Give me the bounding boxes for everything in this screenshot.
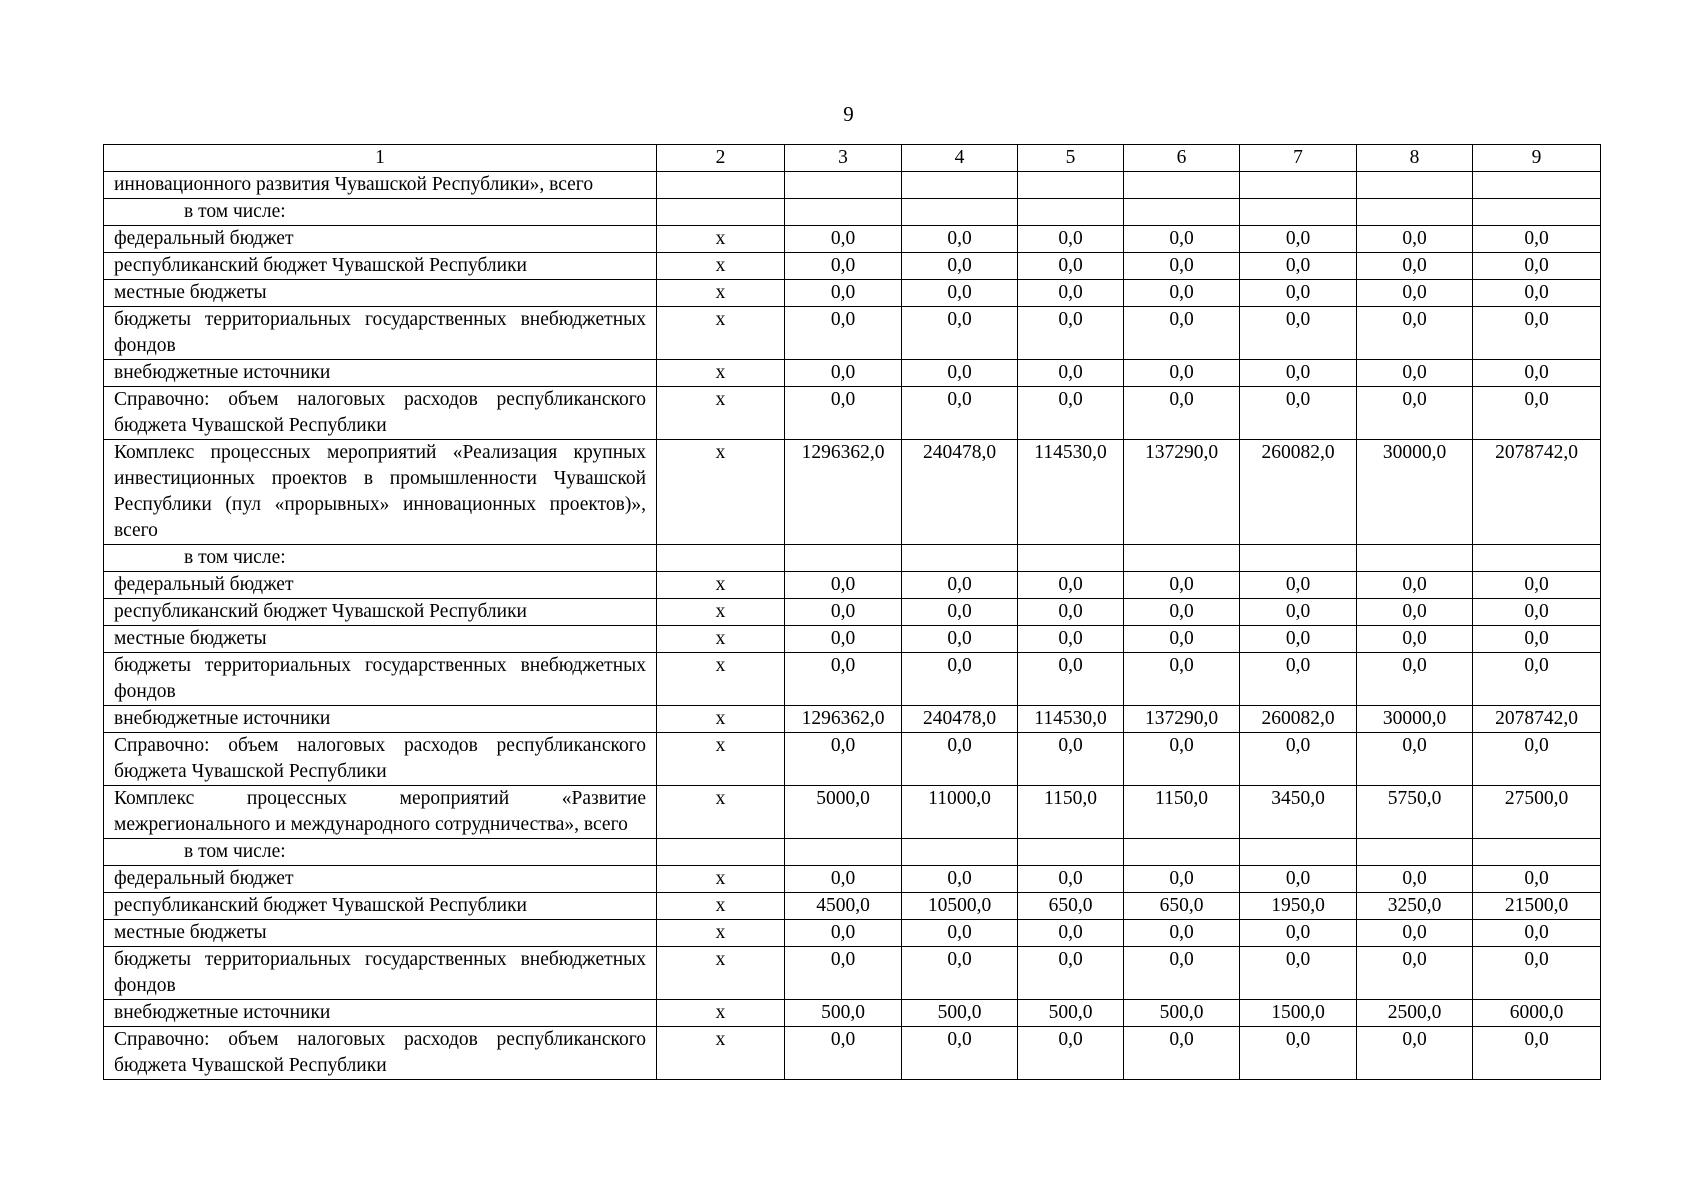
value-cell: 5750,0: [1357, 786, 1473, 839]
value-cell: [785, 199, 902, 226]
value-cell: 1296362,0: [785, 706, 902, 733]
value-cell: 0,0: [1124, 253, 1240, 280]
column-header: 9: [1473, 145, 1601, 172]
value-cell: 0,0: [785, 307, 902, 360]
row-code: х: [657, 440, 785, 545]
value-cell: [1357, 545, 1473, 572]
column-header: 7: [1240, 145, 1357, 172]
value-cell: [785, 545, 902, 572]
value-cell: [902, 839, 1018, 866]
value-cell: 1296362,0: [785, 440, 902, 545]
value-cell: 0,0: [785, 253, 902, 280]
row-label: республиканский бюджет Чувашской Республики: [104, 893, 657, 920]
value-cell: [1473, 172, 1601, 199]
value-cell: 0,0: [1240, 572, 1357, 599]
value-cell: 0,0: [1240, 653, 1357, 706]
value-cell: 0,0: [1357, 1027, 1473, 1080]
value-cell: 500,0: [902, 1000, 1018, 1027]
value-cell: 0,0: [902, 1027, 1018, 1080]
table-row: [104, 545, 1601, 572]
row-label: местные бюджеты: [104, 280, 657, 307]
value-cell: [1018, 839, 1124, 866]
value-cell: 0,0: [902, 387, 1018, 440]
value-cell: 137290,0: [1124, 706, 1240, 733]
row-code: х: [657, 572, 785, 599]
value-cell: 0,0: [1357, 599, 1473, 626]
value-cell: 260082,0: [1240, 706, 1357, 733]
value-cell: 3450,0: [1240, 786, 1357, 839]
row-code: х: [657, 387, 785, 440]
header-row: [104, 145, 1601, 172]
value-cell: 0,0: [785, 653, 902, 706]
value-cell: 1150,0: [1124, 786, 1240, 839]
table-row: [104, 1027, 1601, 1080]
row-label: республиканский бюджет Чувашской Республики: [104, 253, 657, 280]
row-code: х: [657, 947, 785, 1000]
value-cell: 0,0: [1240, 226, 1357, 253]
value-cell: 0,0: [1018, 599, 1124, 626]
row-code: х: [657, 626, 785, 653]
table-row: [104, 226, 1601, 253]
value-cell: 0,0: [1124, 733, 1240, 786]
value-cell: 1950,0: [1240, 893, 1357, 920]
value-cell: 0,0: [1124, 226, 1240, 253]
value-cell: 0,0: [902, 307, 1018, 360]
value-cell: 0,0: [902, 653, 1018, 706]
value-cell: [902, 199, 1018, 226]
row-subheading: в том числе:: [104, 839, 657, 866]
value-cell: 0,0: [1018, 653, 1124, 706]
value-cell: [785, 839, 902, 866]
value-cell: 0,0: [902, 920, 1018, 947]
value-cell: 0,0: [785, 1027, 902, 1080]
value-cell: [1124, 199, 1240, 226]
value-cell: 0,0: [1240, 947, 1357, 1000]
row-code: х: [657, 253, 785, 280]
value-cell: 0,0: [1357, 626, 1473, 653]
value-cell: 6000,0: [1473, 1000, 1601, 1027]
value-cell: 2078742,0: [1473, 440, 1601, 545]
row-code: х: [657, 786, 785, 839]
table-header: [104, 145, 1601, 172]
value-cell: 0,0: [1124, 866, 1240, 893]
row-label: федеральный бюджет: [104, 866, 657, 893]
value-cell: 0,0: [1473, 920, 1601, 947]
value-cell: 0,0: [1240, 307, 1357, 360]
row-label: Справочно: объем налоговых расходов республиканского бюджета Чувашской Республики: [104, 1027, 657, 1080]
value-cell: 0,0: [785, 280, 902, 307]
row-label: местные бюджеты: [104, 920, 657, 947]
value-cell: 114530,0: [1018, 706, 1124, 733]
value-cell: 0,0: [1357, 253, 1473, 280]
row-code: х: [657, 653, 785, 706]
value-cell: 0,0: [902, 733, 1018, 786]
value-cell: 0,0: [1357, 387, 1473, 440]
table-row: [104, 1000, 1601, 1027]
row-label: Комплекс процессных мероприятий «Развитие межрегионального и международного сотрудничества», всего: [104, 786, 657, 839]
table-row: [104, 280, 1601, 307]
value-cell: 500,0: [785, 1000, 902, 1027]
table-row: [104, 733, 1601, 786]
table-row: [104, 307, 1601, 360]
value-cell: 5000,0: [785, 786, 902, 839]
row-code: [657, 199, 785, 226]
value-cell: 0,0: [1357, 226, 1473, 253]
value-cell: 260082,0: [1240, 440, 1357, 545]
value-cell: 0,0: [1018, 307, 1124, 360]
row-label: инновационного развития Чувашской Республики», всего: [104, 172, 657, 199]
column-header: 1: [104, 145, 657, 172]
value-cell: 0,0: [1473, 626, 1601, 653]
column-header: 5: [1018, 145, 1124, 172]
value-cell: [1124, 172, 1240, 199]
value-cell: 0,0: [1124, 360, 1240, 387]
value-cell: 0,0: [1357, 307, 1473, 360]
value-cell: [1240, 545, 1357, 572]
table-row: [104, 599, 1601, 626]
row-code: х: [657, 226, 785, 253]
value-cell: [1240, 839, 1357, 866]
value-cell: 0,0: [1018, 866, 1124, 893]
row-label: внебюджетные источники: [104, 1000, 657, 1027]
table-row: [104, 172, 1601, 199]
value-cell: 0,0: [1018, 360, 1124, 387]
value-cell: 0,0: [1240, 387, 1357, 440]
value-cell: 0,0: [1124, 280, 1240, 307]
value-cell: 0,0: [1240, 253, 1357, 280]
value-cell: 2078742,0: [1473, 706, 1601, 733]
value-cell: [1357, 172, 1473, 199]
value-cell: 0,0: [1018, 733, 1124, 786]
value-cell: 0,0: [1018, 626, 1124, 653]
table-row: [104, 866, 1601, 893]
value-cell: 0,0: [902, 360, 1018, 387]
column-header: 3: [785, 145, 902, 172]
table-row: [104, 839, 1601, 866]
row-code: х: [657, 866, 785, 893]
column-header: 8: [1357, 145, 1473, 172]
value-cell: 2500,0: [1357, 1000, 1473, 1027]
value-cell: 0,0: [785, 733, 902, 786]
value-cell: 0,0: [1018, 387, 1124, 440]
row-code: [657, 172, 785, 199]
value-cell: [902, 545, 1018, 572]
value-cell: 500,0: [1124, 1000, 1240, 1027]
row-label: бюджеты территориальных государственных внебюджетных фондов: [104, 947, 657, 1000]
row-code: х: [657, 893, 785, 920]
value-cell: 0,0: [1473, 280, 1601, 307]
value-cell: 0,0: [1018, 572, 1124, 599]
value-cell: 0,0: [902, 226, 1018, 253]
value-cell: 0,0: [902, 280, 1018, 307]
row-label: Справочно: объем налоговых расходов республиканского бюджета Чувашской Республики: [104, 733, 657, 786]
value-cell: 0,0: [1124, 387, 1240, 440]
table-row: [104, 947, 1601, 1000]
value-cell: 0,0: [785, 572, 902, 599]
value-cell: 0,0: [1124, 920, 1240, 947]
value-cell: 0,0: [1018, 253, 1124, 280]
row-code: х: [657, 307, 785, 360]
value-cell: 650,0: [1124, 893, 1240, 920]
value-cell: 0,0: [1124, 653, 1240, 706]
value-cell: 0,0: [1473, 387, 1601, 440]
value-cell: 0,0: [902, 253, 1018, 280]
row-label: Комплекс процессных мероприятий «Реализация крупных инвестиционных проектов в промышленности Чувашской Республики (пул «прорывных» инновационных проектов)», всего: [104, 440, 657, 545]
row-subheading: в том числе:: [104, 199, 657, 226]
value-cell: 30000,0: [1357, 440, 1473, 545]
value-cell: 0,0: [1240, 599, 1357, 626]
value-cell: 0,0: [902, 947, 1018, 1000]
value-cell: 240478,0: [902, 706, 1018, 733]
value-cell: 0,0: [785, 947, 902, 1000]
table-row: [104, 786, 1601, 839]
table-row: [104, 893, 1601, 920]
row-code: х: [657, 360, 785, 387]
value-cell: 11000,0: [902, 786, 1018, 839]
value-cell: 0,0: [785, 599, 902, 626]
column-header: 2: [657, 145, 785, 172]
row-code: х: [657, 599, 785, 626]
row-code: х: [657, 1000, 785, 1027]
value-cell: 0,0: [902, 572, 1018, 599]
value-cell: 0,0: [1473, 572, 1601, 599]
value-cell: 0,0: [1124, 1027, 1240, 1080]
row-code: х: [657, 280, 785, 307]
row-label: внебюджетные источники: [104, 706, 657, 733]
table-row: [104, 920, 1601, 947]
value-cell: 0,0: [1473, 360, 1601, 387]
value-cell: 0,0: [1018, 1027, 1124, 1080]
row-code: х: [657, 920, 785, 947]
value-cell: 0,0: [1240, 360, 1357, 387]
value-cell: 0,0: [1357, 360, 1473, 387]
table-row: [104, 706, 1601, 733]
value-cell: 0,0: [1357, 653, 1473, 706]
value-cell: 0,0: [1357, 733, 1473, 786]
row-label: местные бюджеты: [104, 626, 657, 653]
value-cell: [785, 172, 902, 199]
value-cell: 0,0: [1473, 653, 1601, 706]
value-cell: 500,0: [1018, 1000, 1124, 1027]
value-cell: [1473, 839, 1601, 866]
column-header: 6: [1124, 145, 1240, 172]
value-cell: [1018, 199, 1124, 226]
value-cell: 1150,0: [1018, 786, 1124, 839]
row-subheading: в том числе:: [104, 545, 657, 572]
row-code: [657, 839, 785, 866]
value-cell: 0,0: [1018, 280, 1124, 307]
table-body: [104, 172, 1601, 1080]
value-cell: 0,0: [785, 626, 902, 653]
value-cell: 0,0: [1240, 733, 1357, 786]
value-cell: 0,0: [902, 626, 1018, 653]
value-cell: 240478,0: [902, 440, 1018, 545]
value-cell: 0,0: [902, 599, 1018, 626]
value-cell: 0,0: [1473, 307, 1601, 360]
row-label: федеральный бюджет: [104, 226, 657, 253]
value-cell: 0,0: [1018, 920, 1124, 947]
value-cell: 21500,0: [1473, 893, 1601, 920]
table-row: [104, 253, 1601, 280]
value-cell: 0,0: [1240, 626, 1357, 653]
value-cell: 0,0: [1473, 733, 1601, 786]
value-cell: 0,0: [1124, 599, 1240, 626]
value-cell: 0,0: [1240, 920, 1357, 947]
value-cell: 0,0: [1357, 280, 1473, 307]
row-code: х: [657, 706, 785, 733]
value-cell: 0,0: [1018, 947, 1124, 1000]
value-cell: [1018, 545, 1124, 572]
row-code: х: [657, 733, 785, 786]
table-row: [104, 440, 1601, 545]
value-cell: 1500,0: [1240, 1000, 1357, 1027]
value-cell: 0,0: [902, 866, 1018, 893]
table-row: [104, 626, 1601, 653]
value-cell: 0,0: [785, 866, 902, 893]
page-number: 9: [843, 102, 854, 126]
value-cell: 0,0: [1357, 866, 1473, 893]
row-code: [657, 545, 785, 572]
value-cell: 0,0: [1473, 947, 1601, 1000]
row-label: федеральный бюджет: [104, 572, 657, 599]
table-row: [104, 360, 1601, 387]
value-cell: 0,0: [1473, 599, 1601, 626]
row-label: внебюджетные источники: [104, 360, 657, 387]
table-row: [104, 653, 1601, 706]
table-row: [104, 199, 1601, 226]
value-cell: 0,0: [1357, 920, 1473, 947]
value-cell: [1240, 199, 1357, 226]
value-cell: 27500,0: [1473, 786, 1601, 839]
value-cell: [1124, 545, 1240, 572]
value-cell: [1473, 199, 1601, 226]
row-label: бюджеты территориальных государственных внебюджетных фондов: [104, 307, 657, 360]
value-cell: 0,0: [785, 920, 902, 947]
row-label: бюджеты территориальных государственных внебюджетных фондов: [104, 653, 657, 706]
value-cell: 30000,0: [1357, 706, 1473, 733]
value-cell: 0,0: [785, 360, 902, 387]
value-cell: 3250,0: [1357, 893, 1473, 920]
row-code: х: [657, 1027, 785, 1080]
row-label: Справочно: объем налоговых расходов республиканского бюджета Чувашской Республики: [104, 387, 657, 440]
value-cell: [1473, 545, 1601, 572]
value-cell: 0,0: [785, 226, 902, 253]
value-cell: 0,0: [1473, 1027, 1601, 1080]
budget-table: [103, 144, 1601, 1080]
value-cell: 0,0: [1473, 253, 1601, 280]
column-header: 4: [902, 145, 1018, 172]
value-cell: 114530,0: [1018, 440, 1124, 545]
value-cell: [1357, 199, 1473, 226]
value-cell: 0,0: [1473, 226, 1601, 253]
table-row: [104, 572, 1601, 599]
value-cell: 4500,0: [785, 893, 902, 920]
value-cell: 0,0: [1124, 626, 1240, 653]
value-cell: 0,0: [785, 387, 902, 440]
value-cell: [1124, 839, 1240, 866]
value-cell: [902, 172, 1018, 199]
value-cell: 0,0: [1240, 1027, 1357, 1080]
value-cell: 650,0: [1018, 893, 1124, 920]
value-cell: 137290,0: [1124, 440, 1240, 545]
value-cell: 0,0: [1473, 866, 1601, 893]
value-cell: 0,0: [1124, 307, 1240, 360]
row-label: республиканский бюджет Чувашской Республики: [104, 599, 657, 626]
value-cell: 0,0: [1357, 947, 1473, 1000]
value-cell: 0,0: [1240, 866, 1357, 893]
value-cell: [1018, 172, 1124, 199]
value-cell: 0,0: [1124, 572, 1240, 599]
value-cell: 0,0: [1124, 947, 1240, 1000]
value-cell: 10500,0: [902, 893, 1018, 920]
value-cell: 0,0: [1018, 226, 1124, 253]
value-cell: [1240, 172, 1357, 199]
value-cell: [1357, 839, 1473, 866]
table-row: [104, 387, 1601, 440]
value-cell: 0,0: [1240, 280, 1357, 307]
value-cell: 0,0: [1357, 572, 1473, 599]
